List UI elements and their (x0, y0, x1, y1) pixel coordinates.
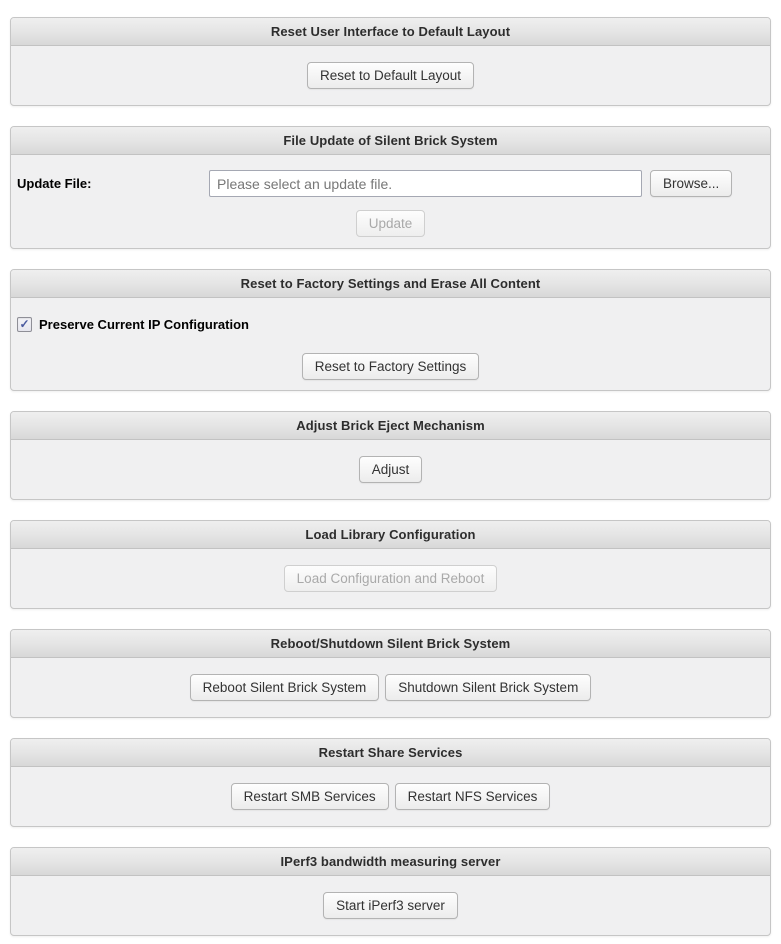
check-icon: ✓ (19, 316, 30, 331)
start-iperf3-button[interactable]: Start iPerf3 server (323, 892, 458, 919)
panel-title: Adjust Brick Eject Mechanism (296, 418, 485, 433)
button-row (11, 892, 770, 919)
panel-header-reboot-shutdown (11, 630, 770, 658)
shutdown-system-button[interactable]: Shutdown Silent Brick System (385, 674, 591, 701)
panel-iperf3 (10, 847, 771, 936)
panel-header-adjust-eject (11, 412, 770, 440)
panel-title: Reboot/Shutdown Silent Brick System (270, 636, 511, 651)
panel-title: Restart Share Services (318, 745, 463, 760)
panel-file-update (10, 126, 771, 249)
panel-body (11, 440, 770, 499)
reset-default-layout-button[interactable]: Reset to Default Layout (307, 62, 474, 89)
restart-smb-button[interactable]: Restart SMB Services (231, 783, 389, 810)
panel-header-reset-ui (11, 18, 770, 46)
button-row (11, 565, 770, 592)
button-row (11, 353, 770, 380)
button-row (11, 456, 770, 483)
panel-restart-shares (10, 738, 771, 827)
panel-header-factory-reset (11, 270, 770, 298)
panel-body (11, 549, 770, 608)
button-row (11, 674, 770, 701)
panel-reboot-shutdown (10, 629, 771, 718)
panel-header-file-update (11, 127, 770, 155)
panel-body (11, 876, 770, 935)
preserve-ip-label: Preserve Current IP Configuration (39, 317, 249, 332)
restart-nfs-button[interactable]: Restart NFS Services (395, 783, 551, 810)
panel-title: File Update of Silent Brick System (283, 133, 498, 148)
panel-load-library (10, 520, 771, 609)
panel-header-load-library (11, 521, 770, 549)
panel-title: Reset to Factory Settings and Erase All Content (240, 276, 541, 291)
panel-body (11, 767, 770, 826)
update-button: Update (356, 210, 426, 237)
panel-body (11, 46, 770, 105)
reboot-system-button[interactable]: Reboot Silent Brick System (190, 674, 380, 701)
button-row (11, 210, 770, 237)
update-file-input[interactable] (209, 170, 642, 197)
button-row (11, 783, 770, 810)
preserve-ip-checkbox[interactable] (17, 317, 32, 332)
update-file-label: Update File: (17, 176, 92, 191)
panel-body (11, 155, 770, 248)
update-file-row (11, 170, 770, 197)
panel-factory-reset (10, 269, 771, 391)
panel-title: Load Library Configuration (305, 527, 476, 542)
reset-factory-settings-button[interactable]: Reset to Factory Settings (302, 353, 480, 380)
panel-title: Reset User Interface to Default Layout (270, 24, 511, 39)
button-row (11, 62, 770, 89)
panel-header-restart-shares (11, 739, 770, 767)
panel-adjust-eject (10, 411, 771, 500)
panel-body (11, 658, 770, 717)
adjust-button[interactable]: Adjust (359, 456, 423, 483)
browse-button[interactable]: Browse... (650, 170, 732, 197)
preserve-ip-row (11, 317, 770, 332)
load-configuration-reboot-button: Load Configuration and Reboot (284, 565, 498, 592)
panel-header-iperf3 (11, 848, 770, 876)
panel-body (11, 298, 770, 390)
panel-title: IPerf3 bandwidth measuring server (280, 854, 501, 869)
panel-reset-ui (10, 17, 771, 106)
